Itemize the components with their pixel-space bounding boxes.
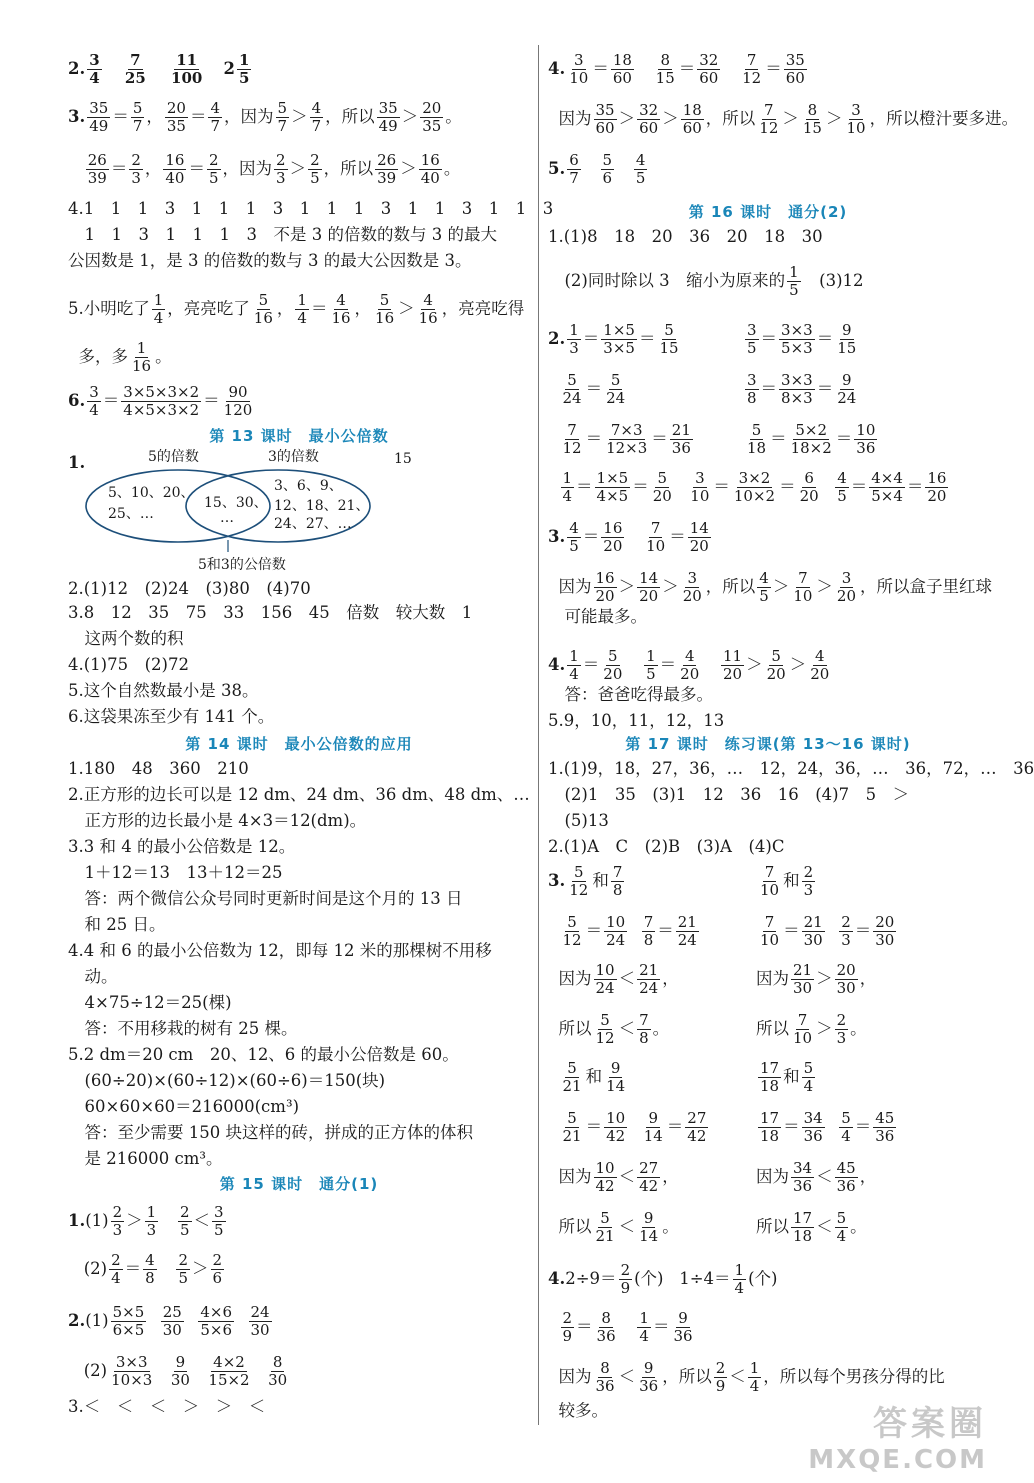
answer-17-3-c2: 因为 $\frac{10}{42}$ ＜ $\frac{27}{42}$ ，	[548, 1159, 679, 1195]
answer-16-2-line-4: $\frac{1}{4}$ ＝ $\frac{1\times 5}{4\times 5}$ ＝ $\frac{5}{20}$ $\frac{3}{10}$ ＝ $\frac{3\times 2}{10\times 2}$ ＝ $\frac{6}{20}$ $\frac{4}{5}$ ＝ $\frac{4\times 4}{5\times 4}$ ＝ $\frac{16}{20}$	[562, 469, 947, 505]
answer-14-5-line-4: 答：至少需要 150 块这样的砖，拼成的正方体的体积	[68, 1123, 473, 1142]
heading-lesson-17: 第 17 课时 练习课(第 13～16 课时)	[625, 735, 911, 753]
venn-center-line-1: 15、30、	[204, 495, 268, 511]
answer-17-4-line-2: $\frac{2}{9}$ ＝ $\frac{8}{36}$ $\frac{1}{4}$ ＝ $\frac{9}{36}$	[562, 1309, 693, 1345]
answer-3-line-1: 3. $\frac{35}{49}$ ＝ $\frac{5}{7}$ ， $\frac{20}{35}$ ＝ $\frac{4}{7}$ ，因为 $\frac{5}{7}$ ＞ $\frac{4}{7}$ ，所以 $\frac{35}{49}$ ＞ $\frac{20}{35}$ 。	[68, 99, 462, 135]
answer-5-text-c: ，亮亮吃得	[441, 299, 525, 318]
answer-14-4-line-4: 答：不用移栽的树有 25 棵。	[68, 1019, 298, 1038]
column-divider	[538, 45, 539, 1425]
answer-13-2: 2.(1)12 (2)24 (3)80 (4)70	[68, 579, 311, 598]
answer-6-line: 6. $\frac{3}{4}$ ＝ $\frac{3\times 5\times 3\times 2}{4\times 5\times 3\times 2}$ ＝ $\frac{90}{120}$	[68, 383, 253, 419]
venn-label-left: 5的倍数	[148, 449, 199, 465]
answer-13-1-label: 1.	[68, 453, 86, 472]
answer-14-5-line-2: (60÷20)×(60÷12)×(60÷6)＝150(块)	[68, 1071, 386, 1090]
answer-3-line-2: $\frac{26}{39}$ ＝ $\frac{2}{3}$ ， $\frac{16}{40}$ ＝ $\frac{2}{5}$ ，因为 $\frac{2}{3}$ ＞ $\frac{2}{5}$ ，所以 $\frac{26}{39}$ ＞ $\frac{16}{40}$ 。	[87, 151, 461, 187]
answer-14-3-line-2: 1＋12＝13 13＋12＝25	[68, 863, 283, 882]
answer-13-5: 5.这个自然数最小是 38。	[68, 681, 259, 700]
answer-16-1-text: (2)同时除以 3 缩小为原来的	[548, 271, 786, 290]
answer-17-4-line-3: 因为 $\frac{8}{36}$ ＜ $\frac{9}{36}$ ，所以 $\frac{2}{9}$ ＜ $\frac{1}{4}$ ，所以每个男孩分得的比	[548, 1359, 945, 1395]
answer-5-text-b: ，亮亮吃了	[167, 299, 250, 318]
answer-17-4-tail: 多。	[575, 1401, 608, 1420]
answer-4-line-3: 公因数是 1，是 3 的倍数的数与 3 的最大公因数是 3。	[68, 251, 472, 270]
venn-diagram	[86, 448, 446, 578]
answer-5-line-2: 多，多 $\frac{1}{16}$ 。	[78, 339, 172, 375]
answer-17-3-pair-3: $\frac{5}{21}$ 和 $\frac{9}{14}$	[562, 1059, 626, 1095]
watermark-big: 答案圈	[873, 1404, 987, 1444]
answer-16-2-line-3b: $\frac{5}{18}$ ＝ $\frac{5\times 2}{18\times 2}$ ＝ $\frac{10}{36}$	[747, 421, 876, 457]
answer-17-2: 2.(1)A C (2)B (3)A (4)C	[548, 837, 785, 856]
answer-16-4-line-2: 答：爸爸吃得最多。	[548, 685, 713, 704]
answer-17-1-line-1: 1.(1)9，18，27，36，… 12，24，36，… 36，72，… 36	[548, 759, 1034, 778]
answer-14-4-line-1: 4.4 和 6 的最小公倍数为 12，即每 12 米的那棵树不用移	[68, 941, 492, 960]
answer-r5-line: 5. $\frac{6}{7}$ $\frac{5}{6}$ $\frac{4}{5}$	[548, 151, 646, 187]
venn-right-line-1: 3、6、9、	[274, 478, 343, 494]
answer-14-3-line-4: 和 25 日。	[68, 915, 166, 934]
venn-right-line-3: 24、27、…	[274, 516, 352, 532]
answer-17-3-d2: 因为 $\frac{34}{36}$ ＜ $\frac{45}{36}$ ，	[756, 1159, 877, 1195]
answer-5-text-a: 5.小明吃了	[68, 299, 150, 318]
answer-14-4-line-2: 动。	[68, 967, 118, 986]
answer-16-1-text-2: (3)12	[802, 271, 864, 290]
answer-16-2-line-1: 2. $\frac{1}{3}$ ＝ $\frac{1\times 5}{3\times 5}$ ＝ $\frac{5}{15}$	[548, 321, 679, 357]
heading-lesson-16: 第 16 课时 通分(2)	[688, 203, 848, 221]
answer-17-3-pair-4: $\frac{17}{18}$ 和 $\frac{5}{4}$	[760, 1059, 814, 1095]
answer-14-2-line-1: 2.正方形的边长可以是 12 dm、24 dm、36 dm、48 dm、…	[68, 785, 530, 804]
answer-17-1-line-3: (5)13	[548, 811, 609, 830]
answer-5-text-d: 多，多	[78, 347, 128, 366]
answer-14-1: 1.180 48 360 210	[68, 759, 249, 778]
answer-16-4-line-1: 4. $\frac{1}{4}$ ＝ $\frac{5}{20}$ $\frac{1}{5}$ ＝ $\frac{4}{20}$ $\frac{11}{20}$ ＞ $\frac{5}{20}$ ＞ $\frac{4}{20}$	[548, 647, 830, 683]
answer-4-line-1: 4.1 1 1 3 1 1 1 3 1 1 1 3 1 1 3 1 1 3	[68, 199, 554, 218]
answer-17-3-b3: 所以 $\frac{7}{10}$ ＞ $\frac{2}{3}$ 。	[756, 1011, 867, 1047]
answer-16-2-line-3: $\frac{7}{12}$ ＝ $\frac{7\times 3}{12\times 3}$ ＝ $\frac{21}{36}$	[562, 421, 691, 457]
answer-15-3: 3.＜ ＜ ＜ ＞ ＞ ＜	[68, 1397, 266, 1416]
answer-17-3-pair-1: 3. $\frac{5}{12}$ 和 $\frac{7}{8}$	[548, 863, 623, 899]
answer-17-3-d3: 所以 $\frac{17}{18}$ ＜ $\frac{5}{4}$ 。	[756, 1209, 867, 1245]
venn-left-line-2: 25、…	[108, 506, 154, 522]
answer-r4-line-2: 因为 $\frac{35}{60}$ ＞ $\frac{32}{60}$ ＞ $\frac{18}{60}$ ，所以 $\frac{7}{12}$ ＞ $\frac{8}{15}$ ＞ $\frac{3}{10}$ ，所以橙汁要多进。	[548, 101, 1019, 137]
answer-14-5-line-1: 5.2 dm＝20 cm 20、12、6 的最小公倍数是 60。	[68, 1045, 459, 1064]
answer-2-line: 2. $\frac{3}{4}$ $\frac{7}{25}$ $\frac{11}{100}$ 2 $\frac{1}{5}$	[68, 51, 250, 87]
answer-17-3-b2: 因为 $\frac{21}{30}$ ＞ $\frac{20}{30}$ ，	[756, 961, 877, 997]
answer-17-3-pair-2: $\frac{7}{10}$ 和 $\frac{2}{3}$	[760, 863, 814, 899]
answer-14-2-line-2: 正方形的边长最小是 4×3＝12(dm)。	[68, 811, 367, 830]
answer-16-3-line-2: 因为 $\frac{16}{20}$ ＞ $\frac{14}{20}$ ＞ $\frac{3}{20}$ ，所以 $\frac{4}{5}$ ＞ $\frac{7}{10}$ ＞ $\frac{3}{20}$ ，所以盒子里红球	[548, 569, 993, 605]
watermark-small: MXQE.COM	[808, 1445, 987, 1475]
answer-16-2-line-2b: $\frac{3}{8}$ ＝ $\frac{3\times 3}{8\times 3}$ ＝ $\frac{9}{24}$	[747, 371, 857, 407]
answer-4-line-2: 1 1 3 1 1 1 3 不是 3 的倍数的数与 3 的最大	[68, 225, 497, 244]
venn-left-line-1: 5、10、20、	[108, 485, 195, 501]
answer-16-1-line-2: (2)同时除以 3 缩小为原来的 $\frac{1}{5}$ (3)12	[548, 263, 864, 299]
answer-17-4-line-4: 较多。	[548, 1401, 608, 1420]
answer-r5-label: 5.	[548, 159, 566, 178]
venn-center-line-2: …	[220, 510, 234, 526]
answer-15-2-line-1: 2.(1) $\frac{5\times 5}{6\times 5}$ $\frac{25}{30}$ $\frac{4\times 6}{5\times 6}$ $\frac{24}{30}$	[68, 1303, 270, 1339]
answer-14-3-line-3: 答：两个微信公众号同时更新时间是这个月的 13 日	[68, 889, 463, 908]
heading-lesson-15: 第 15 课时 通分(1)	[219, 1175, 379, 1193]
answer-14-3-line-1: 3.3 和 4 的最小公倍数是 12。	[68, 837, 296, 856]
answer-17-3-a1: $\frac{5}{12}$ ＝ $\frac{10}{24}$ $\frac{7}{8}$ ＝ $\frac{21}{24}$	[562, 913, 697, 949]
heading-lesson-13: 第 13 课时 最小公倍数	[209, 427, 389, 445]
answer-16-2-line-1b: $\frac{3}{5}$ ＝ $\frac{3\times 3}{5\times 3}$ ＝ $\frac{9}{15}$	[747, 321, 857, 357]
answer-17-3-c1: $\frac{5}{21}$ ＝ $\frac{10}{42}$ $\frac{9}{14}$ ＝ $\frac{27}{42}$	[562, 1109, 707, 1145]
answer-17-3-c3: 所以 $\frac{5}{21}$ ＜ $\frac{9}{14}$ 。	[548, 1209, 679, 1245]
answer-13-3-line-1: 3.8 12 35 75 33 156 45 倍数 较大数 1	[68, 603, 473, 622]
answer-14-4-line-3: 4×75÷12＝25(棵)	[68, 993, 232, 1012]
answer-5-line-1: 5.小明吃了 $\frac{1}{4}$ ，亮亮吃了 $\frac{5}{16}$ ， $\frac{1}{4}$ ＝ $\frac{4}{16}$ ， $\frac{5}{16}$ ＞ $\frac{4}{16}$ ，亮亮吃得	[68, 291, 525, 327]
answer-14-5-line-3: 60×60×60＝216000(cm³)	[68, 1097, 299, 1116]
venn-extra-number: 15	[394, 451, 412, 467]
answer-16-3-line-3: 可能最多。	[548, 607, 647, 626]
watermark	[808, 1396, 987, 1475]
answer-15-1-line-2: (2) $\frac{2}{4}$ ＝ $\frac{4}{8}$ $\frac{2}{5}$ ＞ $\frac{2}{6}$	[68, 1251, 223, 1287]
venn-right-line-2: 12、18、21、	[274, 498, 370, 514]
venn-label-right: 3的倍数	[268, 449, 319, 465]
answer-13-4: 4.(1)75 (2)72	[68, 655, 189, 674]
answer-14-5-line-5: 是 216000 cm³。	[68, 1149, 223, 1168]
answer-15-1-line-1: 1.(1) $\frac{2}{3}$ ＞ $\frac{1}{3}$ $\frac{2}{5}$ ＜ $\frac{3}{5}$	[68, 1203, 224, 1239]
answer-16-1-line-1: 1.(1)8 18 20 36 20 18 30	[548, 227, 823, 246]
answer-16-2-line-2: $\frac{5}{24}$ ＝ $\frac{5}{24}$	[562, 371, 626, 407]
answer-16-5: 5.9，10，11，12，13	[548, 711, 725, 730]
heading-lesson-14: 第 14 课时 最小公倍数的应用	[185, 735, 413, 753]
answer-r4-line-1: 4. $\frac{3}{10}$ ＝ $\frac{18}{60}$ $\frac{8}{15}$ ＝ $\frac{32}{60}$ $\frac{7}{12}$ ＝ $\frac{35}{60}$	[548, 51, 805, 87]
answer-13-6: 6.这袋果冻至少有 141 个。	[68, 707, 275, 726]
answer-17-3-a2: 因为 $\frac{10}{24}$ ＜ $\frac{21}{24}$ ，	[548, 961, 679, 997]
venn-caption: 5和3的公倍数	[198, 557, 286, 573]
answer-13-3-line-2: 这两个数的积	[68, 629, 184, 648]
answer-16-3-line-1: 3. $\frac{4}{5}$ ＝ $\frac{16}{20}$ $\frac{7}{10}$ ＝ $\frac{14}{20}$	[548, 519, 709, 555]
answer-5-text-e: 。	[155, 347, 172, 366]
answer-17-3-d1: $\frac{17}{18}$ ＝ $\frac{34}{36}$ $\frac{5}{4}$ ＝ $\frac{45}{36}$	[760, 1109, 895, 1145]
answer-17-1-line-2: (2)1 35 (3)1 12 36 16 (4)7 5 ＞	[548, 785, 910, 804]
answer-17-4-line-1: 4.2÷9＝ $\frac{2}{9}$ (个) 1÷4＝ $\frac{1}{4}$ (个)	[548, 1261, 778, 1297]
answer-15-2-line-2: (2) $\frac{3\times 3}{10\times 3}$ $\frac{9}{30}$ $\frac{4\times 2}{15\times 2}$ $\frac{8}{30}$	[68, 1353, 288, 1389]
answer-17-3-b1: $\frac{7}{10}$ ＝ $\frac{21}{30}$ $\frac{2}{3}$ ＝ $\frac{20}{30}$	[760, 913, 895, 949]
answer-17-3-a3: 所以 $\frac{5}{12}$ ＜ $\frac{7}{8}$ 。	[548, 1011, 670, 1047]
